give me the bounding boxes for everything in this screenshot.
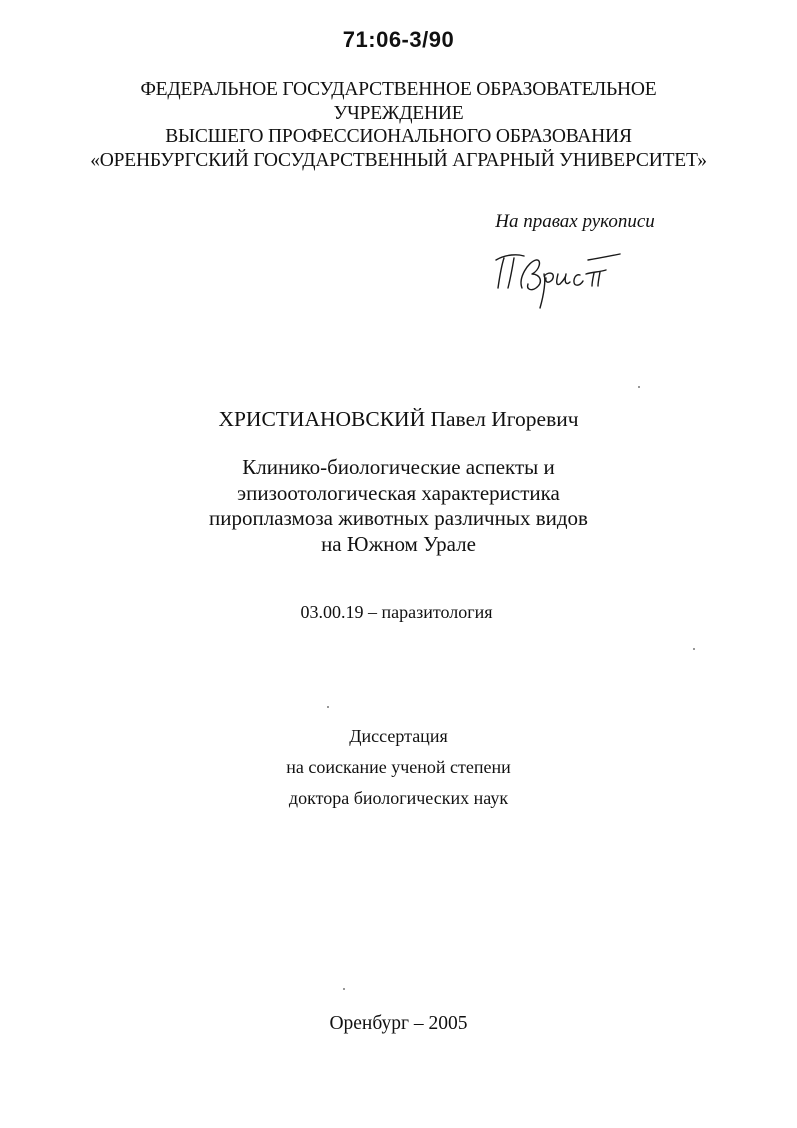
place-and-year: Оренбург – 2005 — [329, 1013, 468, 1034]
institution-line: ВЫСШЕГО ПРОФЕССИОНАЛЬНОГО ОБРАЗОВАНИЯ — [165, 126, 632, 147]
document-code: 71:06-3/90 — [342, 27, 455, 52]
signature-image — [488, 248, 628, 312]
specialty-code: 03.00.19 – паразитология — [300, 602, 493, 622]
institution-line: «ОРЕНБУРГСКИЙ ГОСУДАРСТВЕННЫЙ АГРАРНЫЙ УНИВЕРСИТЕТ» — [90, 149, 707, 171]
institution-line: УЧРЕЖДЕНИЕ — [333, 102, 464, 124]
degree-line: Диссертация — [349, 726, 448, 746]
scan-speck — [343, 988, 345, 990]
degree-line: на соискание ученой степени — [286, 757, 511, 777]
degree-line: доктора биологических наук — [288, 788, 509, 808]
institution-name — [0, 78, 797, 172]
title-line: Клинико-биологические аспекты и — [242, 455, 555, 479]
author-name: ХРИСТИАНОВСКИЙ Павел Игоревич — [218, 407, 579, 431]
dissertation-degree — [0, 721, 797, 814]
dissertation-title — [0, 455, 797, 557]
scan-speck — [327, 706, 329, 708]
title-line: на Южном Урале — [321, 531, 476, 556]
title-line: пироплазмоза животных различных видов — [209, 506, 588, 530]
scan-speck — [638, 386, 640, 388]
institution-line: ФЕДЕРАЛЬНОЕ ГОСУДАРСТВЕННОЕ ОБРАЗОВАТЕЛЬНОЕ — [140, 79, 657, 100]
manuscript-rights-note: На правах рукописи — [495, 211, 655, 232]
scan-speck — [693, 648, 695, 650]
title-line: эпизоотологическая характеристика — [237, 480, 560, 505]
